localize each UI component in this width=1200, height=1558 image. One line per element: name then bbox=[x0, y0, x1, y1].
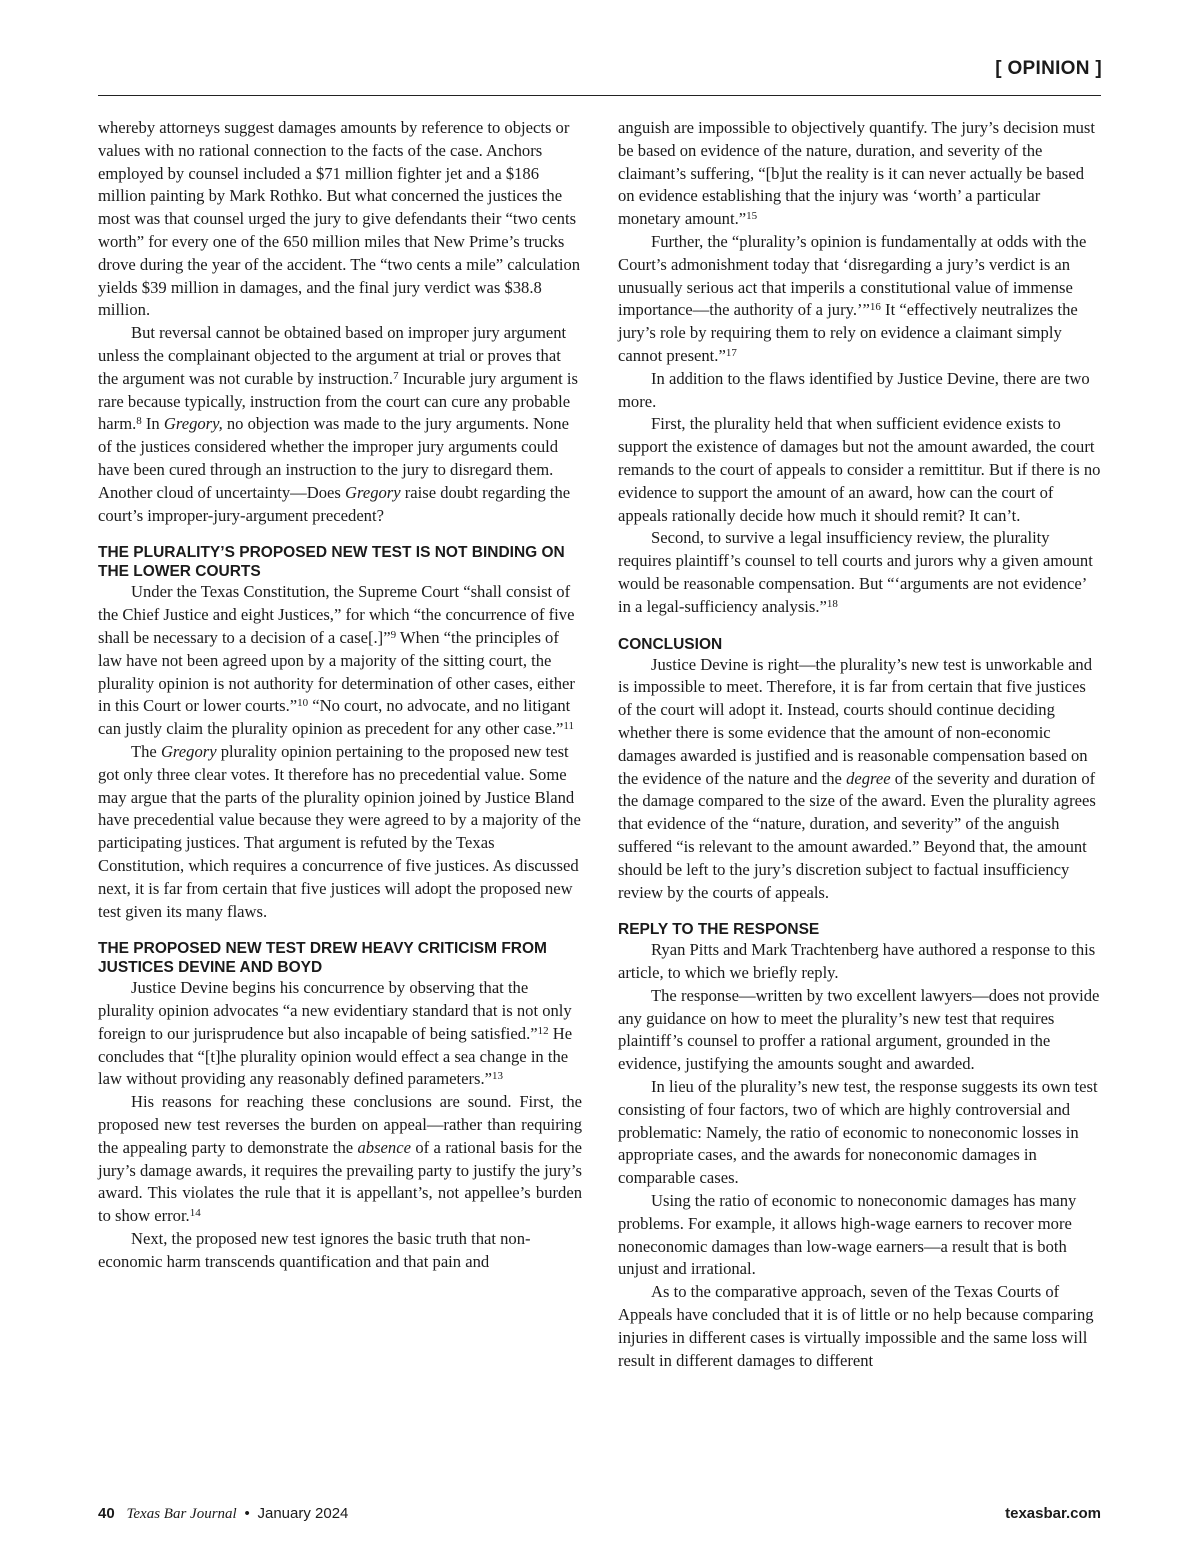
text-run: Ryan Pitts and Mark Trachtenberg have authored a response to this article, to which we briefly reply. bbox=[618, 940, 1096, 983]
footnote-ref: 7 bbox=[393, 369, 399, 382]
section-label: [ OPINION ] bbox=[995, 58, 1102, 79]
italic-text: Gregory bbox=[160, 741, 217, 761]
footnote-ref: 16 bbox=[869, 301, 881, 314]
page-number: 40 bbox=[98, 1505, 115, 1522]
text-run: no objection was made to the jury arguments. None of the justices considered whether the improper jury arguments could have been cured through an instruction to the jury to disregard them. Another cloud of uncertainty—Does bbox=[98, 414, 569, 502]
footnote-ref: 11 bbox=[563, 720, 574, 733]
text-run: whereby attorneys suggest damages amounts by reference to objects or values with no rational connection to the facts of the case. Anchors employed by counsel included a $71 million fighter jet and a $186 million painting by Mark Rothko. But what concerned the justices the most was that counsel urged the jury to give defendants their “two cents worth” for every one of the 650 million miles that New Prime’s trucks drove during the year of the accident. The “two cents a mile” calculation yields $39 million in damages, and the final jury verdict was $38.8 million. bbox=[98, 118, 581, 320]
body-paragraph bbox=[98, 1228, 582, 1274]
website-link[interactable]: texasbar.com bbox=[1005, 1505, 1101, 1522]
text-run: But reversal cannot be obtained based on improper jury argument unless the complainant objected to the argument at trial or proves that the argument was not curable by instruction. bbox=[98, 323, 567, 388]
text-run: Incurable jury argument is rare because typically, instruction from the court can cure any probable harm. bbox=[98, 368, 578, 434]
section-heading: THE PLURALITY’S PROPOSED NEW TEST IS NOT BINDING ON THE LOWER COURTS bbox=[98, 544, 565, 581]
footer-bullet: • bbox=[244, 1505, 250, 1522]
text-run: “No court, no advocate, and no litigant can justly claim the plurality opinion as precedent for any other case.” bbox=[98, 696, 571, 739]
body-paragraph bbox=[98, 1091, 582, 1228]
text-run: In addition to the flaws identified by Justice Devine, there are two more. bbox=[618, 368, 1090, 411]
text-run: raise doubt regarding the court’s improper-jury-argument precedent? bbox=[98, 482, 571, 525]
body-paragraph bbox=[618, 368, 1102, 414]
text-run: Justice Devine begins his concurrence by observing that the plurality opinion advocates “a new evidentiary standard that is not only foreign to our jurisprudence but also incapable of being satisfied.” bbox=[98, 978, 572, 1043]
text-run: It “effectively neutralizes the jury’s role by requiring them to rely on evidence a claimant simply cannot present.” bbox=[618, 300, 1078, 365]
section-heading: REPLY TO THE RESPONSE bbox=[618, 921, 820, 939]
body-paragraph bbox=[98, 741, 582, 923]
footnote-ref: 17 bbox=[725, 346, 737, 359]
body-paragraph bbox=[618, 1076, 1102, 1190]
italic-text: degree bbox=[846, 768, 891, 788]
footnote-ref: 13 bbox=[491, 1070, 503, 1083]
footnote-ref: 12 bbox=[537, 1024, 549, 1037]
text-run: In bbox=[141, 414, 164, 434]
right-column bbox=[618, 117, 1102, 1372]
section-heading: CONCLUSION bbox=[618, 635, 723, 653]
header-divider bbox=[98, 95, 1101, 96]
body-paragraph bbox=[98, 322, 582, 527]
body-paragraph bbox=[98, 117, 582, 322]
text-run: anguish are impossible to objectively quantify. The jury’s decision must be based on evidence of the nature, duration, and severity of the claimant’s suffering, “[b]ut the reality is it can never actually be based on evidence establishing that the injury was ‘worth’ a particular monetary amount.” bbox=[618, 118, 1095, 229]
text-run: First, the plurality held that when sufficient evidence exists to support the existence of damages but not the amount awarded, the court remands to the court of appeals to consider a remittitur. But if there is no evidence to support the amount of an award, how can the court of appeals rationally decide how much it should remit? It can’t. bbox=[618, 414, 1101, 525]
footnote-ref: 14 bbox=[189, 1207, 201, 1220]
body-paragraph bbox=[98, 977, 582, 1091]
body-paragraph bbox=[98, 581, 582, 741]
body-paragraph bbox=[618, 939, 1102, 985]
body-paragraph bbox=[618, 654, 1102, 905]
issue-date: January 2024 bbox=[257, 1505, 349, 1522]
text-run: As to the comparative approach, seven of the Texas Courts of Appeals have concluded that it is of little or no help because comparing injuries in different cases is virtually impossible and the same loss will result in different damages to different bbox=[618, 1282, 1094, 1370]
text-run: Second, to survive a legal insufficiency review, the plurality requires plaintiff’s counsel to tell courts and jurors why a given amount would be reasonable compensation. But “‘arguments are not evidence’ in a legal-sufficiency analysis.” bbox=[618, 528, 1093, 616]
footnote-ref: 18 bbox=[826, 597, 838, 610]
footnote-ref: 9 bbox=[390, 628, 397, 641]
text-run: plurality opinion pertaining to the proposed new test got only three clear votes. It therefore has no precedential value. Some may argue that the parts of the plurality opinion joined by Justice Bland have precedential value because they were agreed to by a majority of the participating justices. That argument is refuted by the Texas Constitution, which requires a concurrence of five justices. As discussed next, it is far from certain that five justices will adopt the proposed new test given its many flaws. bbox=[98, 741, 581, 921]
text-run: of a rational basis for the jury’s damage awards, it requires the prevailing party to justify the jury’s award. This violates the rule that it is appellant’s, not appellee’s burden to show error. bbox=[98, 1137, 582, 1226]
text-run: His reasons for reaching these conclusions are sound. First, the proposed new test reverses the burden on appeal—rather than requiring the appealing party to demonstrate the bbox=[98, 1092, 582, 1157]
body-paragraph bbox=[618, 231, 1102, 368]
text-run: In lieu of the plurality’s new test, the response suggests its own test consisting of four factors, two of which are highly controversial and problematic: Namely, the ratio of economic to noneconomic losses in appropriate cases, and the awards for noneconomic damages in comparable cases. bbox=[618, 1077, 1098, 1188]
text-run: Justice Devine is right—the plurality’s new test is unworkable and is impossible to meet. Therefore, it is far from certain that five justices of the court will adopt it. Instead, courts should continue deciding whether there is some evidence that the amount of non-economic damages awarded is justified and is reasonable compensation based on the evidence of the nature and the bbox=[618, 654, 1093, 788]
left-column bbox=[98, 117, 582, 1274]
text-run: Further, the “plurality’s opinion is fundamentally at odds with the Court’s admonishment today that ‘disregarding a jury’s verdict is an unusually serious act that imperils a constitutional value of immense importance—the authority of a jury.’” bbox=[618, 231, 1087, 320]
journal-title: Texas Bar Journal bbox=[126, 1506, 237, 1522]
text-run: Under the Texas Constitution, the Supreme Court “shall consist of the Chief Justice and eight Justices,” for which “the concurrence of five shall be necessary to a decision of a case[.]” bbox=[98, 582, 575, 647]
text-run: He concludes that “[t]he plurality opinion would effect a sea change in the law without providing any reasonably defined parameters.” bbox=[98, 1023, 573, 1089]
text-run: The response—written by two excellent lawyers—does not provide any guidance on how to meet the plurality’s new test that requires plaintiff’s counsel to proffer a rational argument, grounded in the evidence, justifying the amounts sought and awarded. bbox=[618, 985, 1100, 1074]
text-run: Using the ratio of economic to noneconomic damages has many problems. For example, it allows high-wage earners to recover more noneconomic damages than low-wage earners—a result that is both unjust and irrational. bbox=[618, 1191, 1077, 1279]
italic-text: Gregory bbox=[345, 482, 401, 502]
page-footer bbox=[98, 1505, 1101, 1529]
footnote-ref: 15 bbox=[746, 210, 758, 223]
text-run: Next, the proposed new test ignores the basic truth that non-economic harm transcends quantification and that pain and bbox=[98, 1229, 531, 1271]
italic-text: absence bbox=[357, 1137, 411, 1157]
body-paragraph bbox=[618, 413, 1102, 527]
body-paragraph bbox=[618, 985, 1102, 1076]
body-paragraph bbox=[618, 1190, 1102, 1281]
footnote-ref: 8 bbox=[136, 415, 142, 428]
body-paragraph bbox=[618, 527, 1102, 618]
body-paragraph bbox=[618, 117, 1102, 231]
text-run: When “the principles of law have not been agreed upon by a majority of the sitting court, the plurality opinion is not authority for determination of other cases, either in this Court or lower courts.” bbox=[98, 627, 575, 716]
text-run: The bbox=[131, 741, 161, 761]
section-heading: THE PROPOSED NEW TEST DREW HEAVY CRITICISM FROM JUSTICES DEVINE AND BOYD bbox=[98, 940, 547, 977]
body-paragraph bbox=[618, 1281, 1102, 1372]
footnote-ref: 10 bbox=[297, 697, 309, 710]
italic-text: Gregory, bbox=[163, 414, 223, 434]
text-run: of the severity and duration of the damage compared to the size of the award. Even the plurality agrees that evidence of the “nature, duration, and severity” of the anguish suffered “is relevant to the amount awarded.” Beyond that, the amount should be left to the jury’s discretion subject to factual insufficiency review by the courts of appeals. bbox=[618, 768, 1096, 902]
